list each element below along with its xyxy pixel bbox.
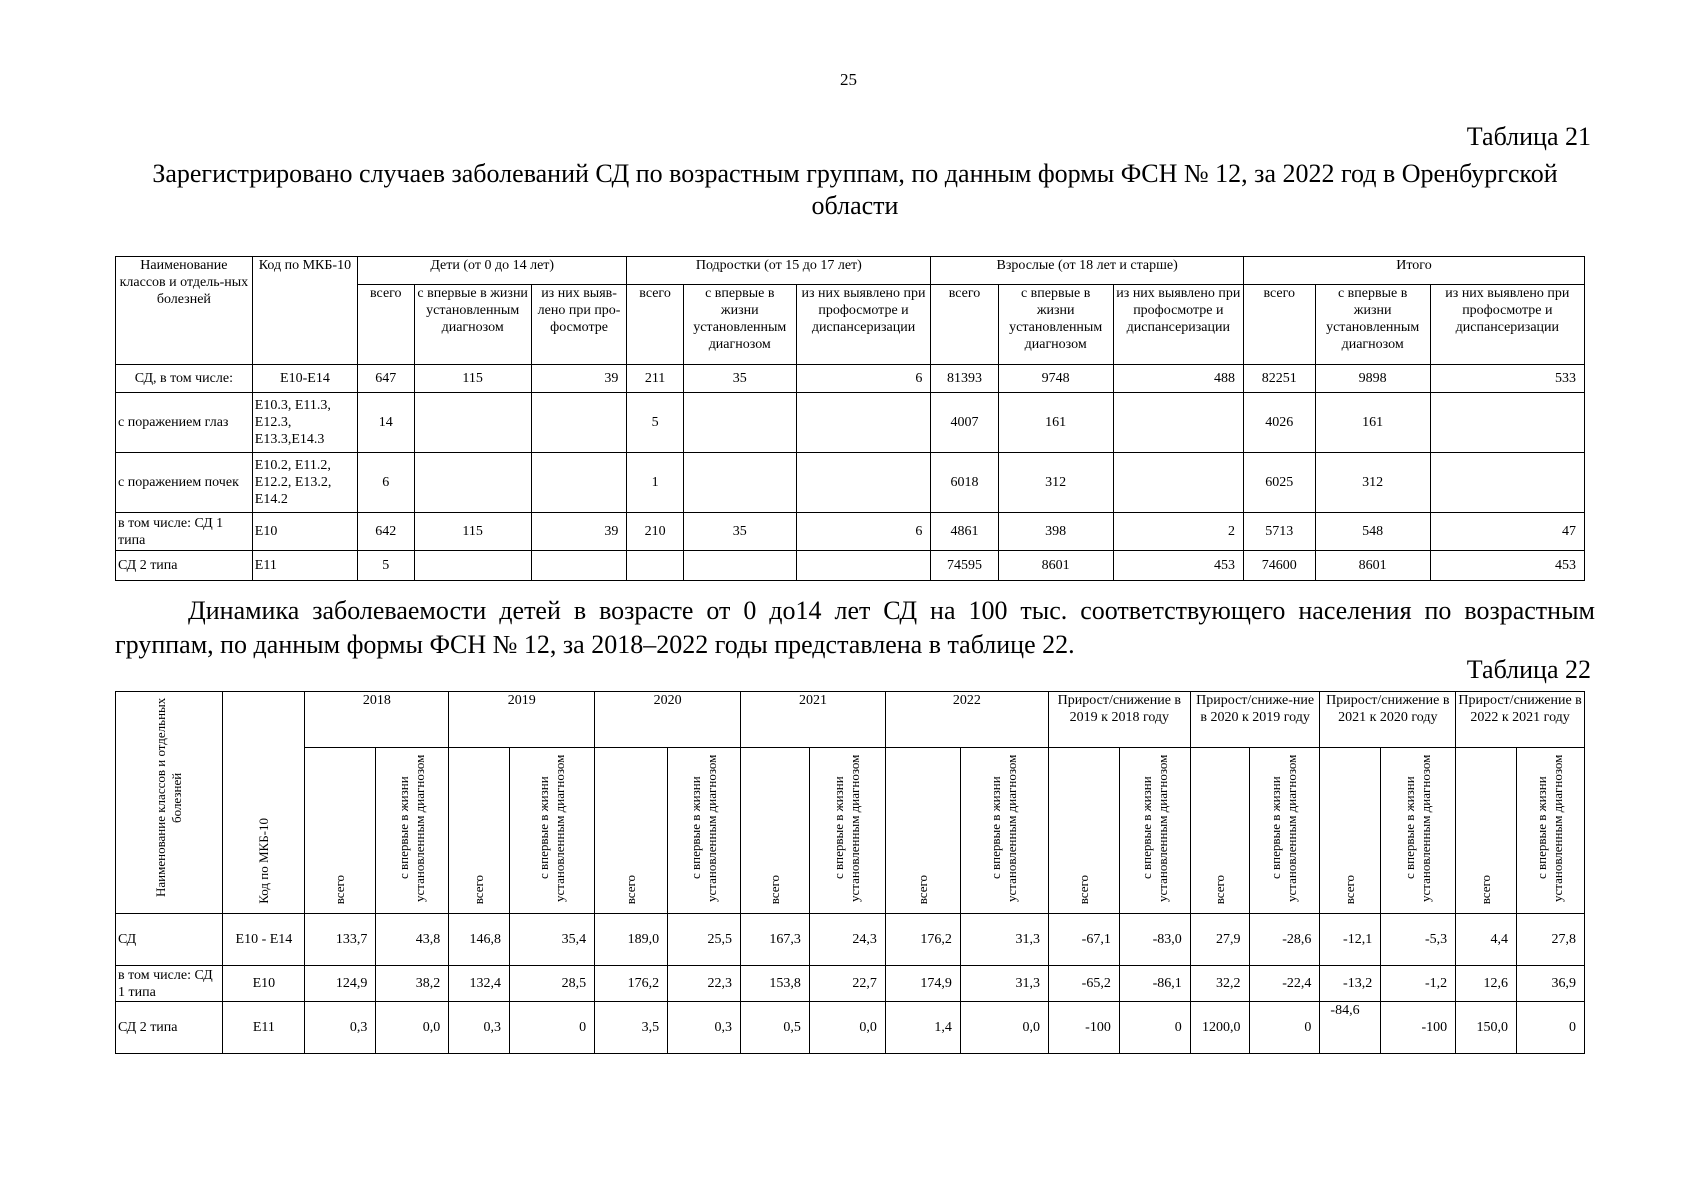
t21-cell: 6025 (1243, 453, 1315, 513)
t21-sub-header: всего (931, 285, 998, 365)
t22-row (116, 966, 1585, 1002)
t22-cell: 25,5 (668, 914, 741, 966)
table-21 (115, 256, 1585, 581)
t21-group-adults: Взрослые (от 18 лет и старше) (931, 257, 1244, 285)
t21-cell (414, 393, 531, 453)
t22-sub-header: с впервые в жизни установленным диагнозом (668, 748, 741, 914)
t21-sub-header: из них выяв-лено при про-фосмотре (531, 285, 627, 365)
t21-row (116, 453, 1585, 513)
t22-group: 2021 (741, 692, 886, 748)
t21-cell: 82251 (1243, 365, 1315, 393)
t22-cell: -13,2 (1320, 966, 1381, 1002)
t21-row-name: в том числе: СД 1 типа (116, 513, 253, 551)
t21-cell (1113, 453, 1243, 513)
t21-cell: 647 (358, 365, 414, 393)
t21-row-code: Е10.3, Е11.3, Е12.3, Е13.3,Е14.3 (252, 393, 357, 453)
t21-cell (627, 551, 683, 581)
t22-cell: 35,4 (510, 914, 595, 966)
t21-cell: 453 (1430, 551, 1584, 581)
t22-cell: 0,0 (960, 1002, 1048, 1054)
t22-group: Прирост/снижение в 2022 к 2021 году (1456, 692, 1585, 748)
paragraph: Динамика заболеваемости детей в возрасте от 0 до14 лет СД на 100 тыс. соответствующего населения по возрастным группам, по данным формы ФСН № 12, за 2018–2022 годы представлена в таблице 22. (115, 596, 1595, 659)
t22-cell: -28,6 (1249, 914, 1320, 966)
t22-sub-header: всего (1456, 748, 1517, 914)
t21-cell: 211 (627, 365, 683, 393)
t21-cell: 8601 (1315, 551, 1430, 581)
t22-row (116, 914, 1585, 966)
t21-cell (683, 453, 796, 513)
t22-cell: 24,3 (809, 914, 885, 966)
t22-row-code: Е10 - Е14 (223, 914, 305, 966)
t21-cell: 161 (1315, 393, 1430, 453)
t21-row-code: Е11 (252, 551, 357, 581)
t22-sub-header: с впервые в жизни установленным диагнозом (960, 748, 1048, 914)
t22-cell: 133,7 (305, 914, 376, 966)
t21-cell: 9748 (998, 365, 1113, 393)
t22-cell: 3,5 (595, 1002, 668, 1054)
table-22 (115, 691, 1585, 1054)
t22-sub-header: всего (1048, 748, 1119, 914)
t21-cell: 74595 (931, 551, 998, 581)
t21-cell: 533 (1430, 365, 1584, 393)
t21-cell: 6 (796, 513, 931, 551)
t22-cell: 43,8 (376, 914, 449, 966)
t21-cell: 5 (627, 393, 683, 453)
t22-cell: -84,6 (1320, 1002, 1381, 1054)
t22-cell: -67,1 (1048, 914, 1119, 966)
t21-cell: 115 (414, 513, 531, 551)
t22-cell: 0 (1249, 1002, 1320, 1054)
t21-cell: 6 (796, 365, 931, 393)
t21-row-name: с поражением почек (116, 453, 253, 513)
t21-cell (531, 393, 627, 453)
t21-row (116, 551, 1585, 581)
t22-cell: -83,0 (1119, 914, 1190, 966)
t22-sub-header: с впервые в жизни установленным диагнозом (1249, 748, 1320, 914)
t21-sub-header: с впервые в жизни установленным диагнозом (683, 285, 796, 365)
t21-cell: 453 (1113, 551, 1243, 581)
t22-cell: 4,4 (1456, 914, 1517, 966)
t21-cell: 6 (358, 453, 414, 513)
t21-cell (683, 551, 796, 581)
t22-cell: 1200,0 (1190, 1002, 1249, 1054)
t21-cell (531, 453, 627, 513)
t22-cell: 0,3 (449, 1002, 510, 1054)
t21-row-name: СД 2 типа (116, 551, 253, 581)
t22-cell: -1,2 (1381, 966, 1456, 1002)
t22-group: Прирост/снижение в 2021 к 2020 году (1320, 692, 1456, 748)
t22-cell: 0,0 (809, 1002, 885, 1054)
t21-cell (796, 453, 931, 513)
t22-group: 2018 (305, 692, 449, 748)
t21-row-name: с поражением глаз (116, 393, 253, 453)
t22-cell: -100 (1048, 1002, 1119, 1054)
t21-cell: 8601 (998, 551, 1113, 581)
t22-row-code: Е10 (223, 966, 305, 1002)
t22-cell: -5,3 (1381, 914, 1456, 966)
table22-label: Таблица 22 (1466, 655, 1591, 684)
t21-cell: 81393 (931, 365, 998, 393)
t21-cell: 4007 (931, 393, 998, 453)
t21-cell (1430, 393, 1584, 453)
t21-cell (796, 393, 931, 453)
t21-cell (1430, 453, 1584, 513)
t22-cell: 189,0 (595, 914, 668, 966)
t22-row-name: СД (116, 914, 223, 966)
t21-cell: 14 (358, 393, 414, 453)
page-number: 25 (840, 70, 857, 89)
t21-cell: 161 (998, 393, 1113, 453)
t21-cell: 5713 (1243, 513, 1315, 551)
t21-cell: 642 (358, 513, 414, 551)
t21-group-children: Дети (от 0 до 14 лет) (358, 257, 627, 285)
t21-cell: 4861 (931, 513, 998, 551)
t21-sub-header: из них выявлено при профосмотре и диспансеризации (796, 285, 931, 365)
t22-cell: 174,9 (885, 966, 960, 1002)
t22-sub-header: всего (1190, 748, 1249, 914)
t22-cell: 124,9 (305, 966, 376, 1002)
t22-cell: 32,2 (1190, 966, 1249, 1002)
t22-cell: 167,3 (741, 914, 810, 966)
t22-cell: 12,6 (1456, 966, 1517, 1002)
t22-cell: 0,0 (376, 1002, 449, 1054)
t21-cell: 9898 (1315, 365, 1430, 393)
t22-cell: -22,4 (1249, 966, 1320, 1002)
t22-group: 2019 (449, 692, 595, 748)
t21-cell: 115 (414, 365, 531, 393)
t22-cell: -12,1 (1320, 914, 1381, 966)
t22-cell: 1,4 (885, 1002, 960, 1054)
t21-sub-header: из них выявлено при профосмотре и диспансеризации (1430, 285, 1584, 365)
t22-group: Прирост/снижение в 2019 к 2018 году (1048, 692, 1190, 748)
t21-row-name: СД, в том числе: (116, 365, 253, 393)
t21-cell: 35 (683, 513, 796, 551)
t22-cell: -86,1 (1119, 966, 1190, 1002)
t21-row-code: Е10-Е14 (252, 365, 357, 393)
t22-cell: 38,2 (376, 966, 449, 1002)
t22-cell: 31,3 (960, 966, 1048, 1002)
t22-sub-header: с впервые в жизни установленным диагнозом (1119, 748, 1190, 914)
t22-cell: 176,2 (885, 914, 960, 966)
t21-sub-header: с впервые в жизни установленным диагнозом (1315, 285, 1430, 365)
t21-cell (414, 551, 531, 581)
t22-row-name: СД 2 типа (116, 1002, 223, 1054)
t22-sub-header: с впервые в жизни установленным диагнозом (1381, 748, 1456, 914)
t21-sub-header: всего (358, 285, 414, 365)
t21-head-code: Код по МКБ-10 (252, 257, 357, 365)
t22-cell: 22,3 (668, 966, 741, 1002)
t21-row-code: Е10.2, Е11.2, Е12.2, Е13.2, Е14.2 (252, 453, 357, 513)
t21-cell: 74600 (1243, 551, 1315, 581)
t21-cell: 2 (1113, 513, 1243, 551)
t21-cell: 39 (531, 365, 627, 393)
t22-cell: 132,4 (449, 966, 510, 1002)
t22-sub-header: всего (595, 748, 668, 914)
t21-cell (531, 551, 627, 581)
t21-cell: 548 (1315, 513, 1430, 551)
t22-row-name: в том числе: СД 1 типа (116, 966, 223, 1002)
t21-cell: 312 (998, 453, 1113, 513)
t22-cell: -100 (1381, 1002, 1456, 1054)
t22-cell: 0 (510, 1002, 595, 1054)
t22-group: 2022 (885, 692, 1048, 748)
t22-row-code: Е11 (223, 1002, 305, 1054)
t22-cell: 150,0 (1456, 1002, 1517, 1054)
t22-cell: 36,9 (1516, 966, 1584, 1002)
t21-cell (414, 453, 531, 513)
t21-cell: 47 (1430, 513, 1584, 551)
t21-cell (1113, 393, 1243, 453)
t22-cell: 27,8 (1516, 914, 1584, 966)
t21-group-teens: Подростки (от 15 до 17 лет) (627, 257, 931, 285)
t21-sub-header: из них выявлено при профосмотре и диспансеризации (1113, 285, 1243, 365)
t22-sub-header: всего (449, 748, 510, 914)
t21-cell: 39 (531, 513, 627, 551)
t21-cell (796, 551, 931, 581)
t22-cell: 0,3 (668, 1002, 741, 1054)
t22-cell: 176,2 (595, 966, 668, 1002)
t21-cell: 6018 (931, 453, 998, 513)
t22-cell: 31,3 (960, 914, 1048, 966)
t21-cell: 312 (1315, 453, 1430, 513)
t22-sub-header: всего (305, 748, 376, 914)
t22-group: Прирост/сниже-ние в 2020 к 2019 году (1190, 692, 1320, 748)
t21-row (116, 513, 1585, 551)
t22-cell: 22,7 (809, 966, 885, 1002)
t22-head-code: Код по МКБ-10 (223, 692, 305, 914)
t21-cell (683, 393, 796, 453)
t21-sub-header: с впервые в жизни установленным диагнозом (414, 285, 531, 365)
t22-sub-header: всего (741, 748, 810, 914)
t22-cell: 28,5 (510, 966, 595, 1002)
t22-row (116, 1002, 1585, 1054)
t22-cell: 0 (1119, 1002, 1190, 1054)
t21-cell: 35 (683, 365, 796, 393)
t22-cell: 0,5 (741, 1002, 810, 1054)
t22-head-name: Наименование классов и отдельных болезней (116, 692, 223, 914)
t22-group: 2020 (595, 692, 741, 748)
t21-body (116, 365, 1585, 581)
t21-cell: 5 (358, 551, 414, 581)
t22-sub-header: с впервые в жизни установленным диагнозом (1516, 748, 1584, 914)
t22-cell: -65,2 (1048, 966, 1119, 1002)
t22-cell: 0,3 (305, 1002, 376, 1054)
t22-cell: 0 (1516, 1002, 1584, 1054)
table21-title: Зарегистрировано случаев заболеваний СД по возрастным группам, по данным формы ФСН № 12, за 2022 год в Оренбургской области (152, 159, 1558, 220)
t22-sub-header: всего (885, 748, 960, 914)
t22-body (116, 914, 1585, 1054)
t21-cell: 210 (627, 513, 683, 551)
t21-cell: 4026 (1243, 393, 1315, 453)
t22-sub-header: всего (1320, 748, 1381, 914)
t21-cell: 1 (627, 453, 683, 513)
t21-cell: 398 (998, 513, 1113, 551)
t21-sub-header: всего (1243, 285, 1315, 365)
t22-cell: 27,9 (1190, 914, 1249, 966)
t22-sub-header: с впервые в жизни установленным диагнозом (376, 748, 449, 914)
t22-sub-header: с впервые в жизни установленным диагнозом (510, 748, 595, 914)
t21-cell: 488 (1113, 365, 1243, 393)
t21-row (116, 365, 1585, 393)
table21-label: Таблица 21 (1466, 122, 1591, 151)
t21-group-total: Итого (1243, 257, 1584, 285)
t21-row (116, 393, 1585, 453)
t21-sub-header: с впервые в жизни установленным диагнозом (998, 285, 1113, 365)
t22-sub-header: с впервые в жизни установленным диагнозом (809, 748, 885, 914)
t21-head-name: Наименование классов и отдель-ных болезней (116, 257, 253, 365)
t22-cell: 153,8 (741, 966, 810, 1002)
t21-row-code: Е10 (252, 513, 357, 551)
t21-sub-header: всего (627, 285, 683, 365)
t22-cell: 146,8 (449, 914, 510, 966)
